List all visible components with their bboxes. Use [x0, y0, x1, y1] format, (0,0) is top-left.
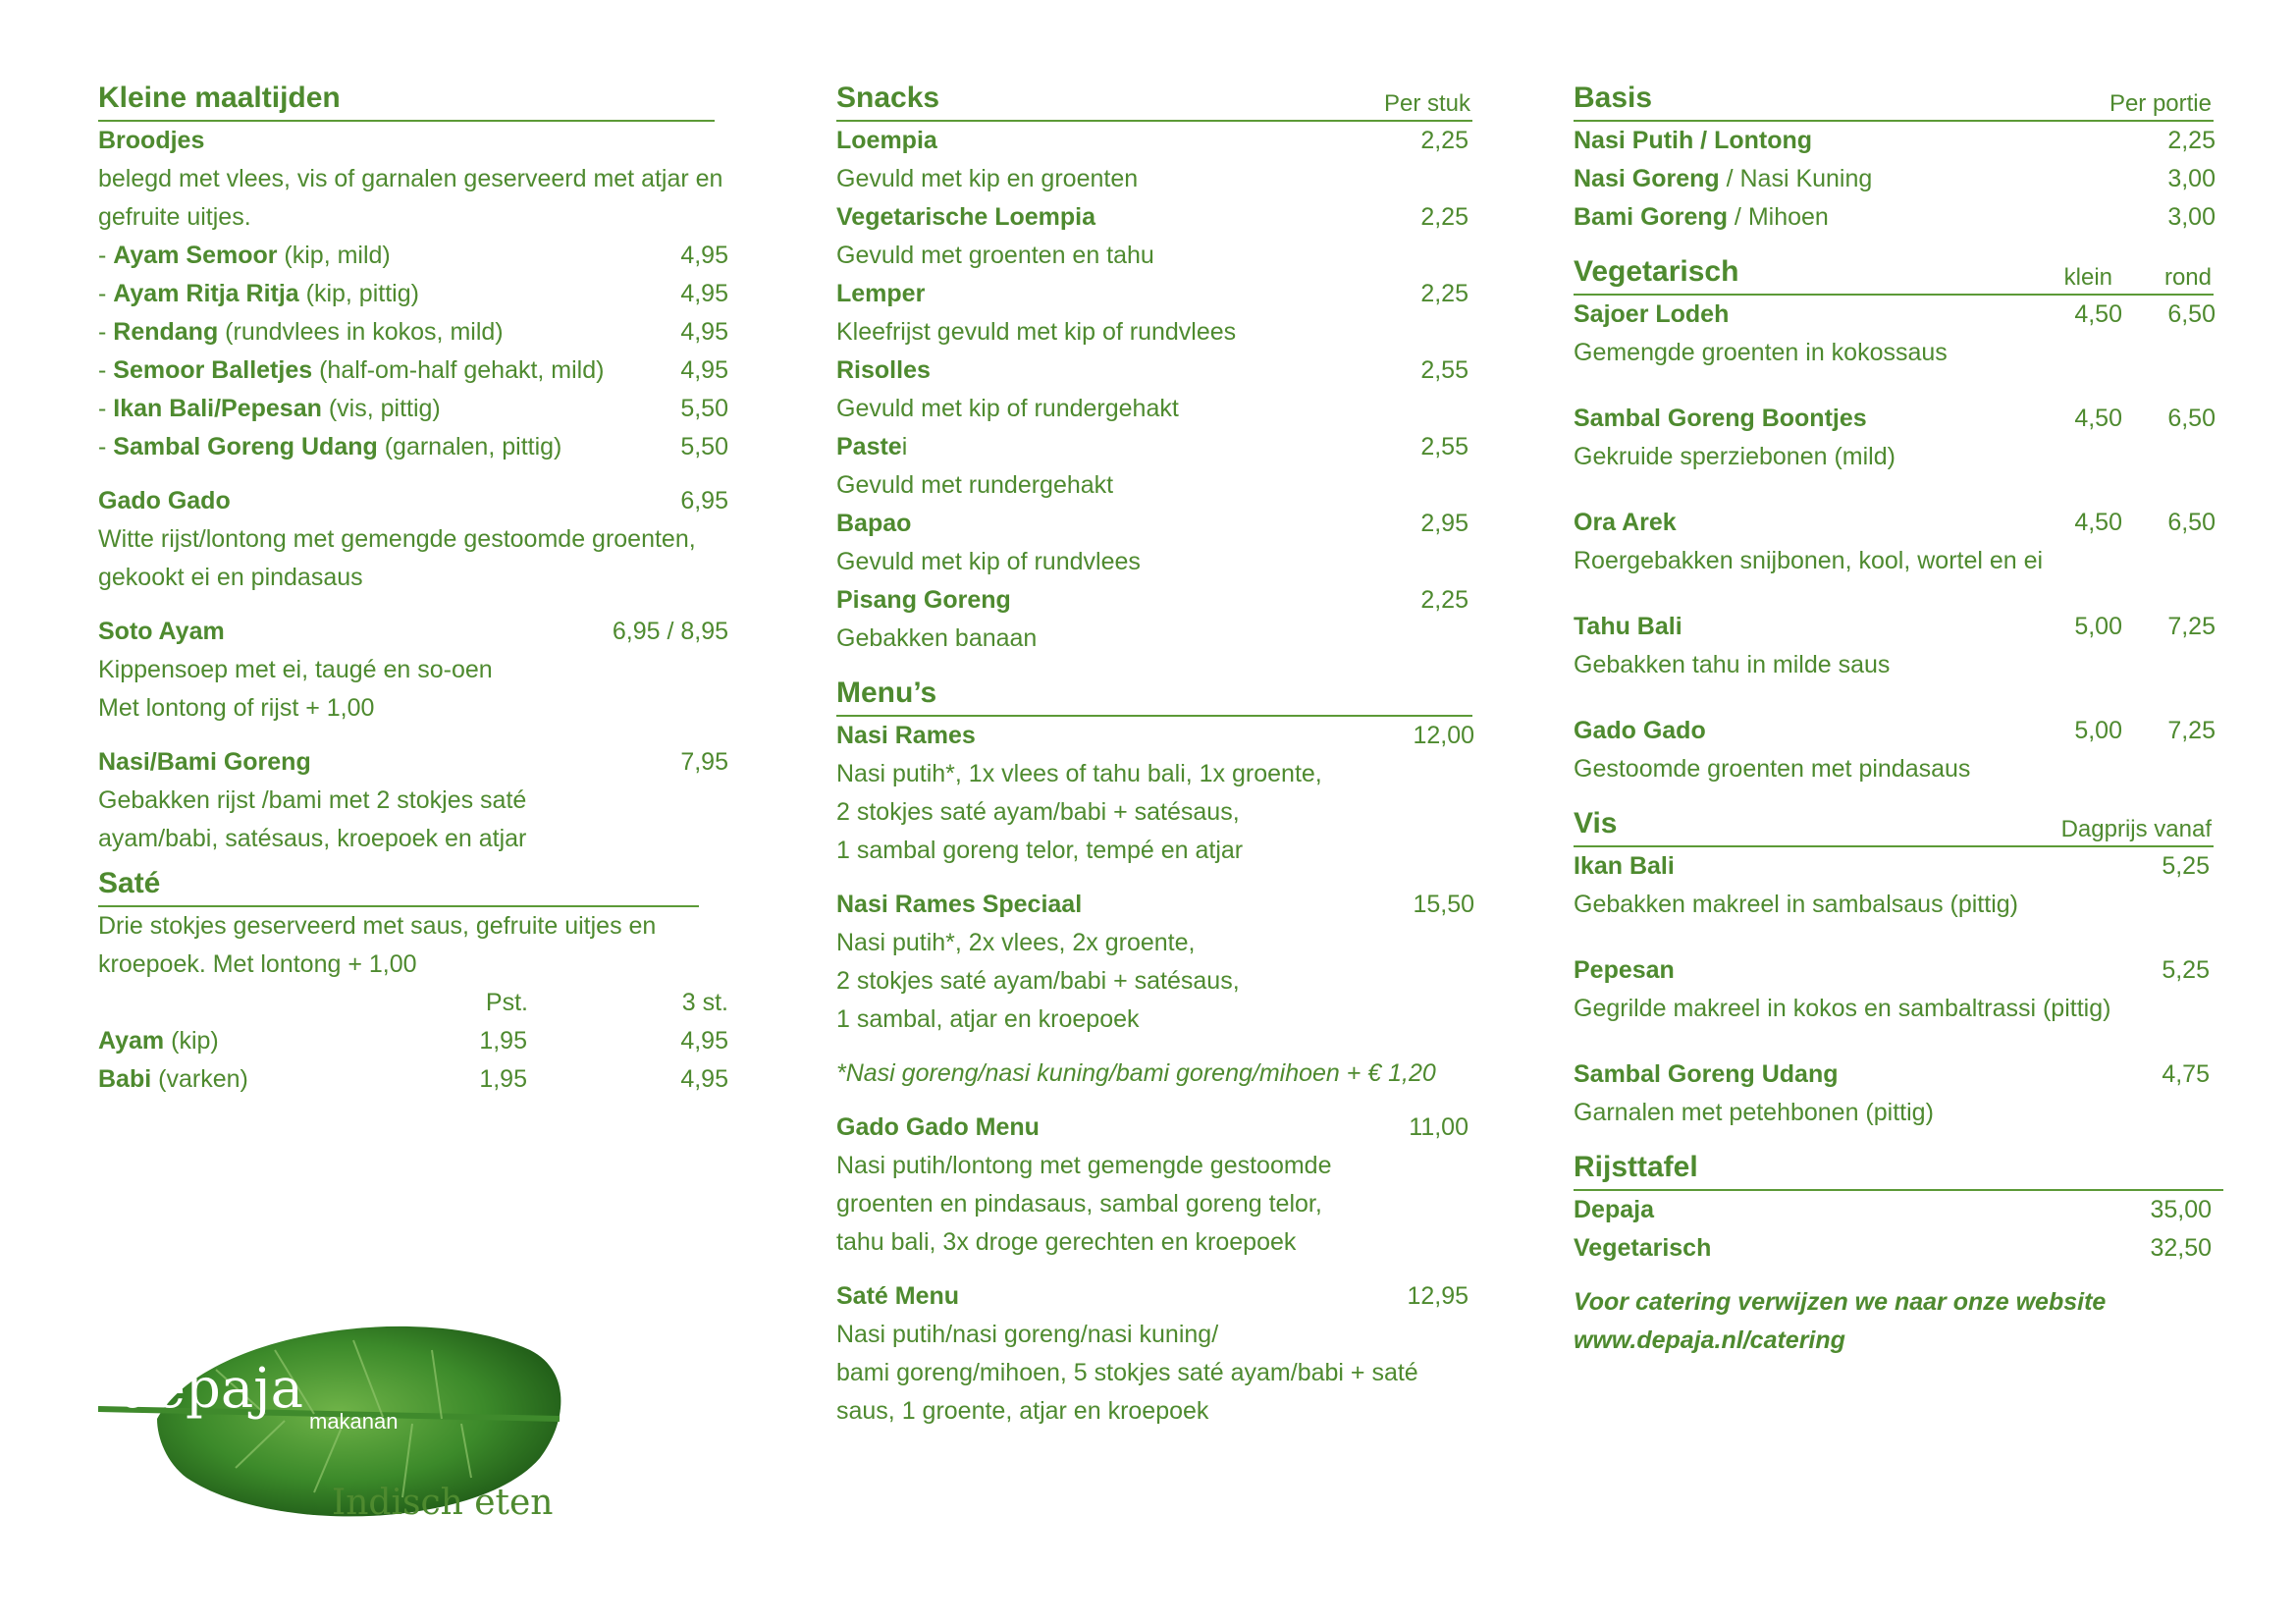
item-description: Gegrilde makreel in kokos en sambaltrassi (pittig) [1574, 995, 2111, 1022]
menu-item [836, 581, 1474, 620]
item-price: 12,95 [1407, 1282, 1468, 1310]
item-description: Gekruide sperziebonen (mild) [1574, 443, 1896, 470]
sate-row [98, 1022, 736, 1060]
item-name-rest: i [901, 433, 908, 460]
section-title-snacks: Snacks Per stuk [836, 79, 1472, 122]
menu-item [1574, 160, 2221, 198]
item-name: Nasi Rames Speciaal [836, 891, 1083, 918]
item-description: Gevuld met kip en groenten [836, 165, 1139, 192]
menu-item [98, 237, 736, 275]
header-3st: 3 st. [681, 989, 728, 1016]
catering-link[interactable]: www.depaja.nl/catering [1574, 1326, 1845, 1354]
item-price: 4,95 [680, 242, 728, 269]
item-name: Semoor Balletjes [113, 356, 313, 384]
menu-item [98, 743, 736, 782]
item-description: 2 stokjes saté ayam/babi + satésaus, [836, 798, 1240, 826]
item-description: 2 stokjes saté ayam/babi + satésaus, [836, 967, 1240, 995]
item-name: Babi [98, 1065, 152, 1093]
item-name: Nasi Goreng [1574, 165, 1720, 192]
menu-item [98, 482, 736, 520]
sate-price-header [98, 984, 736, 1022]
price-klein: 4,50 [2074, 509, 2122, 536]
price-rond: 6,50 [2167, 300, 2216, 328]
item-prefix: - [98, 395, 114, 422]
item-price: 11,00 [1409, 1113, 1468, 1141]
item-price: 2,25 [1420, 280, 1468, 307]
item-price: 2,25 [2167, 127, 2216, 154]
spacer [1574, 476, 2221, 504]
item-name: Ikan Bali [1574, 852, 1675, 880]
menu-item [98, 352, 736, 390]
menu-item [836, 198, 1474, 237]
item-name: Ora Arek [1574, 509, 1677, 536]
item-note: (half-om-half gehakt, mild) [312, 356, 605, 384]
item-name: Pepesan [1574, 956, 1675, 984]
item-price: 5,50 [680, 433, 728, 460]
item-price: 4,95 [680, 318, 728, 346]
item-note: (rundvlees in kokos, mild) [218, 318, 504, 346]
item-name: Gado Gado [1574, 717, 1706, 744]
item-name: Ayam Semoor [113, 242, 278, 269]
item-name: Nasi Putih / Lontong [1574, 127, 1813, 154]
item-name: Pisang Goreng [836, 586, 1011, 614]
item-price: 4,95 [680, 280, 728, 307]
menu-item [1574, 296, 2221, 334]
item-name: Loempia [836, 127, 937, 154]
section-title-basis: Basis Per portie [1574, 79, 2214, 122]
tagline: Indisch eten [332, 1483, 554, 1523]
broodjes-title: Broodjes [98, 127, 205, 154]
item-description: 1 sambal goreng telor, tempé en atjar [836, 837, 1244, 864]
menu-item [1574, 1191, 2221, 1229]
section-title-menus: Menu’s [836, 674, 1472, 717]
item-name: Bami Goreng [1574, 203, 1728, 231]
item-description: Gevuld met kip of rundergehakt [836, 395, 1179, 422]
unit-label: Dagprijs vanaf [2060, 816, 2212, 842]
menu-item [1574, 847, 2221, 886]
item-note: (kip) [164, 1027, 219, 1055]
item-note: (kip, mild) [277, 242, 391, 269]
item-description: Gemengde groenten in kokossaus [1574, 339, 1948, 366]
right-column [1574, 79, 2221, 1360]
catering-note: Voor catering verwijzen we naar onze website [1574, 1288, 2107, 1316]
sate-description: Drie stokjes geserveerd met saus, gefruite uitjes en [98, 912, 657, 940]
item-name: Saté Menu [836, 1282, 960, 1310]
item-price: 5,25 [2162, 852, 2210, 880]
menu-item [98, 390, 736, 428]
item-description: Gestoomde groenten met pindasaus [1574, 755, 1971, 783]
menu-item [836, 1109, 1474, 1147]
item-name: Ikan Bali/Pepesan [113, 395, 322, 422]
item-name-rest: / Nasi Kuning [1719, 165, 1873, 192]
item-note: (vis, pittig) [321, 395, 441, 422]
item-description: Roergebakken snijbonen, kool, wortel en ei [1574, 547, 2044, 574]
item-description: Nasi putih*, 1x vlees of tahu bali, 1x groente, [836, 760, 1322, 787]
price-3st: 4,95 [680, 1027, 728, 1055]
item-description: Garnalen met petehbonen (pittig) [1574, 1099, 1934, 1126]
header-klein: klein [2063, 264, 2112, 291]
item-description: Kleefrijst gevuld met kip of rundvlees [836, 318, 1237, 346]
item-name: Risolles [836, 356, 931, 384]
section-title-rijsttafel: Rijsttafel [1574, 1148, 2223, 1191]
item-price: 4,75 [2162, 1060, 2210, 1088]
item-description: saus, 1 groente, atjar en kroepoek [836, 1397, 1209, 1425]
unit-label: Per portie [2109, 90, 2212, 117]
item-name: Gado Gado [98, 487, 231, 514]
header-pst: Pst. [485, 989, 528, 1016]
item-price: 5,50 [680, 395, 728, 422]
item-name: Paste [836, 433, 902, 460]
item-note: (varken) [151, 1065, 248, 1093]
item-description: Gebakken banaan [836, 624, 1038, 652]
menu-item [98, 613, 736, 651]
price-rond: 7,25 [2167, 613, 2216, 640]
section-title-kleine-maaltijden: Kleine maaltijden [98, 79, 715, 122]
price-rond: 7,25 [2167, 717, 2216, 744]
menu-item [1574, 1229, 2221, 1268]
menu-item [1574, 608, 2221, 646]
menu-item [98, 275, 736, 313]
item-price: 7,95 [680, 748, 728, 776]
item-price: 3,00 [2167, 203, 2216, 231]
item-description: Nasi putih*, 2x vlees, 2x groente, [836, 929, 1196, 956]
spacer [1574, 580, 2221, 608]
item-description: ayam/babi, satésaus, kroepoek en atjar [98, 825, 527, 852]
item-description: groenten en pindasaus, sambal goreng telor, [836, 1190, 1322, 1218]
item-description: Gebakken rijst /bami met 2 stokjes saté [98, 786, 527, 814]
item-price: 2,55 [1420, 433, 1468, 460]
item-prefix: - [98, 280, 114, 307]
menu-item [836, 717, 1474, 755]
sate-description: kroepoek. Met lontong + 1,00 [98, 950, 417, 978]
item-name: Sambal Goreng Udang [113, 433, 378, 460]
item-price: 6,95 / 8,95 [612, 618, 728, 645]
item-prefix: - [98, 318, 114, 346]
item-description: Met lontong of rijst + 1,00 [98, 694, 375, 722]
item-name: Depaja [1574, 1196, 1654, 1223]
logo-name: depaja [118, 1357, 303, 1421]
price-klein: 4,50 [2074, 300, 2122, 328]
menu-item [98, 313, 736, 352]
item-name: Ayam [98, 1027, 165, 1055]
item-description: Gebakken makreel in sambalsaus (pittig) [1574, 891, 2018, 918]
item-price: 35,00 [2150, 1196, 2212, 1223]
item-price: 12,00 [1413, 722, 1474, 749]
item-prefix: - [98, 433, 114, 460]
item-description: Gevuld met groenten en tahu [836, 242, 1154, 269]
item-description: Gevuld met kip of rundvlees [836, 548, 1141, 575]
item-name: Bapao [836, 510, 912, 537]
menu-item [1574, 1056, 2221, 1094]
item-price: 2,25 [1420, 127, 1468, 154]
price-pst: 1,95 [479, 1065, 527, 1093]
item-name: Sajoer Lodeh [1574, 300, 1730, 328]
menu-item [1574, 400, 2221, 438]
item-name: Nasi Rames [836, 722, 976, 749]
item-name-rest: / Mihoen [1727, 203, 1829, 231]
middle-column [836, 79, 1474, 1431]
price-klein: 5,00 [2074, 717, 2122, 744]
logo-sub: makanan [309, 1409, 399, 1434]
item-price: 4,95 [680, 356, 728, 384]
header-rond: rond [2163, 264, 2212, 291]
item-price: 15,50 [1413, 891, 1474, 918]
item-price: 6,95 [680, 487, 728, 514]
item-description: Gevuld met rundergehakt [836, 471, 1114, 499]
menu-item [1574, 122, 2221, 160]
section-title-sate: Saté [98, 864, 699, 907]
section-title-vegetarisch: Vegetarisch klein rond [1574, 252, 2214, 296]
item-description: 1 sambal, atjar en kroepoek [836, 1005, 1140, 1033]
spacer [1574, 372, 2221, 400]
menu-item [98, 428, 736, 466]
item-price: 2,55 [1420, 356, 1468, 384]
price-rond: 6,50 [2167, 509, 2216, 536]
item-description: Nasi putih/nasi goreng/nasi kuning/ [836, 1321, 1219, 1348]
item-price: 3,00 [2167, 165, 2216, 192]
price-rond: 6,50 [2167, 405, 2216, 432]
menu-item [836, 428, 1474, 466]
item-description: gekookt ei en pindasaus [98, 564, 363, 591]
spacer [1574, 684, 2221, 712]
menu-item [1574, 504, 2221, 542]
menu-item [836, 275, 1474, 313]
unit-label: Per stuk [1383, 90, 1470, 117]
item-name: Sambal Goreng Boontjes [1574, 405, 1867, 432]
menu-item [836, 505, 1474, 543]
price-pst: 1,95 [479, 1027, 527, 1055]
menu-item [1574, 198, 2221, 237]
item-note: (garnalen, pittig) [377, 433, 562, 460]
item-note: (kip, pittig) [298, 280, 419, 307]
price-klein: 4,50 [2074, 405, 2122, 432]
item-name: Vegetarisch [1574, 1234, 1712, 1262]
item-name: Soto Ayam [98, 618, 225, 645]
menu-item [836, 886, 1474, 924]
item-price: 32,50 [2150, 1234, 2212, 1262]
price-klein: 5,00 [2074, 613, 2122, 640]
menu-item [836, 122, 1474, 160]
item-name: Ayam Ritja Ritja [113, 280, 299, 307]
item-description: Nasi putih/lontong met gemengde gestoomde [836, 1152, 1332, 1179]
item-name: Lemper [836, 280, 926, 307]
section-title-vis: Vis Dagprijs vanaf [1574, 804, 2214, 847]
item-name: Rendang [113, 318, 219, 346]
item-price: 2,25 [1420, 203, 1468, 231]
item-description: Witte rijst/lontong met gemengde gestoomde groenten, [98, 525, 696, 553]
broodjes-description: gefruite uitjes. [98, 203, 251, 231]
spacer [1574, 924, 2221, 951]
item-name: Gado Gado Menu [836, 1113, 1040, 1141]
item-price: 2,25 [1420, 586, 1468, 614]
item-price: 2,95 [1420, 510, 1468, 537]
left-column [98, 79, 736, 1099]
footnote: *Nasi goreng/nasi kuning/bami goreng/mihoen + € 1,20 [836, 1059, 1436, 1087]
item-name: Vegetarische Loempia [836, 203, 1096, 231]
menu-item [836, 1277, 1474, 1316]
menu-item [1574, 951, 2221, 990]
item-prefix: - [98, 242, 114, 269]
item-description: bami goreng/mihoen, 5 stokjes saté ayam/babi + saté [836, 1359, 1418, 1386]
item-name: Tahu Bali [1574, 613, 1682, 640]
item-prefix: - [98, 356, 114, 384]
menu-item [1574, 712, 2221, 750]
item-price: 5,25 [2162, 956, 2210, 984]
price-3st: 4,95 [680, 1065, 728, 1093]
menu-item [836, 352, 1474, 390]
item-description: tahu bali, 3x droge gerechten en kroepoek [836, 1228, 1297, 1256]
sate-row [98, 1060, 736, 1099]
broodjes-description: belegd met vlees, vis of garnalen geserveerd met atjar en [98, 165, 723, 192]
item-description: Gebakken tahu in milde saus [1574, 651, 1891, 678]
item-description: Kippensoep met ei, taugé en so-oen [98, 656, 493, 683]
spacer [1574, 1028, 2221, 1056]
item-name: Nasi/Bami Goreng [98, 748, 311, 776]
item-name: Sambal Goreng Udang [1574, 1060, 1839, 1088]
